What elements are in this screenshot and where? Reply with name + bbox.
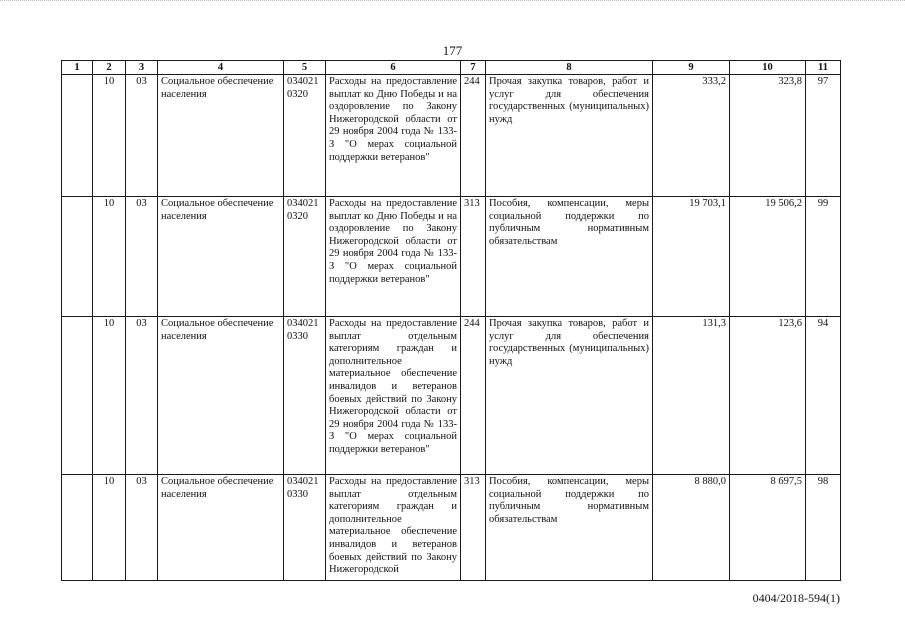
cell-percent: 94 (806, 317, 841, 475)
cell-section: 10 (93, 75, 126, 197)
cell-section-name: Социальное обеспечение населения (158, 197, 284, 317)
column-header: 10 (730, 61, 806, 75)
page-top-edge (0, 0, 905, 2)
column-header: 11 (806, 61, 841, 75)
column-header: 1 (62, 61, 93, 75)
cell-section-name: Социальное обеспечение населения (158, 475, 284, 581)
cell-subsection: 03 (126, 75, 158, 197)
cell-target-code: 034021 0330 (284, 317, 326, 475)
cell-expense-description: Расходы на предоставление выплат отдельным категориям граждан и дополнительное материальное обеспечение инвалидов и ветеранов боевых действий по Закону Нижегородской (326, 475, 461, 581)
cell-actual-amount: 8 697,5 (730, 475, 806, 581)
cell-subsection: 03 (126, 475, 158, 581)
cell-target-code: 034021 0320 (284, 197, 326, 317)
table-row (62, 75, 841, 197)
cell-planned-amount: 333,2 (653, 75, 730, 197)
cell-section: 10 (93, 317, 126, 475)
cell-actual-amount: 323,8 (730, 75, 806, 197)
cell-actual-amount: 19 506,2 (730, 197, 806, 317)
cell-expense-description: Расходы на предоставление выплат ко Дню Победы и на оздоровление по Закону Нижегородской области от 29 ноября 2004 года № 133-З "О мерах социальной поддержки ветеранов" (326, 75, 461, 197)
cell-percent: 99 (806, 197, 841, 317)
cell-actual-amount: 123,6 (730, 317, 806, 475)
budget-table (61, 60, 841, 581)
cell-expense-type: 313 (461, 197, 486, 317)
cell-percent: 97 (806, 75, 841, 197)
cell-target-code: 034021 0320 (284, 75, 326, 197)
cell-subsection: 03 (126, 197, 158, 317)
table-row (62, 197, 841, 317)
cell-expense-type: 313 (461, 475, 486, 581)
cell-planned-amount: 19 703,1 (653, 197, 730, 317)
column-header: 9 (653, 61, 730, 75)
cell-expense-description: Расходы на предоставление выплат ко Дню Победы и на оздоровление по Закону Нижегородской области от 29 ноября 2004 года № 133-З "О мерах социальной поддержки ветеранов" (326, 197, 461, 317)
table-row (62, 475, 841, 581)
column-header: 3 (126, 61, 158, 75)
cell-col1 (62, 475, 93, 581)
cell-section: 10 (93, 197, 126, 317)
table-header-row (62, 61, 841, 75)
column-header: 6 (326, 61, 461, 75)
column-header: 4 (158, 61, 284, 75)
cell-section-name: Социальное обеспечение населения (158, 317, 284, 475)
cell-section: 10 (93, 475, 126, 581)
cell-subsection: 03 (126, 317, 158, 475)
cell-expense-description: Расходы на предоставление выплат отдельным категориям граждан и дополнительное материальное обеспечение инвалидов и ветеранов боевых действий по Закону Нижегородской области от 29 ноября 2004 года № 133-З "О мерах социальной поддержки ветеранов" (326, 317, 461, 475)
column-header: 7 (461, 61, 486, 75)
cell-expense-type: 244 (461, 75, 486, 197)
column-header: 2 (93, 61, 126, 75)
cell-col1 (62, 197, 93, 317)
document-code: 0404/2018-594(1) (752, 591, 840, 605)
page-number: 177 (442, 43, 463, 58)
cell-percent: 98 (806, 475, 841, 581)
column-header: 8 (486, 61, 653, 75)
cell-expense-type-name: Прочая закупка товаров, работ и услуг для обеспечения государственных (муниципальных) нужд (486, 75, 653, 197)
cell-expense-type-name: Пособия, компенсации, меры социальной поддержки по публичным нормативным обязательствам (486, 197, 653, 317)
table-row (62, 317, 841, 475)
cell-col1 (62, 317, 93, 475)
cell-planned-amount: 8 880,0 (653, 475, 730, 581)
cell-expense-type-name: Прочая закупка товаров, работ и услуг для обеспечения государственных (муниципальных) нужд (486, 317, 653, 475)
cell-target-code: 034021 0330 (284, 475, 326, 581)
cell-col1 (62, 75, 93, 197)
cell-expense-type-name: Пособия, компенсации, меры социальной поддержки по публичным нормативным обязательствам (486, 475, 653, 581)
cell-planned-amount: 131,3 (653, 317, 730, 475)
cell-expense-type: 244 (461, 317, 486, 475)
column-header: 5 (284, 61, 326, 75)
cell-section-name: Социальное обеспечение населения (158, 75, 284, 197)
